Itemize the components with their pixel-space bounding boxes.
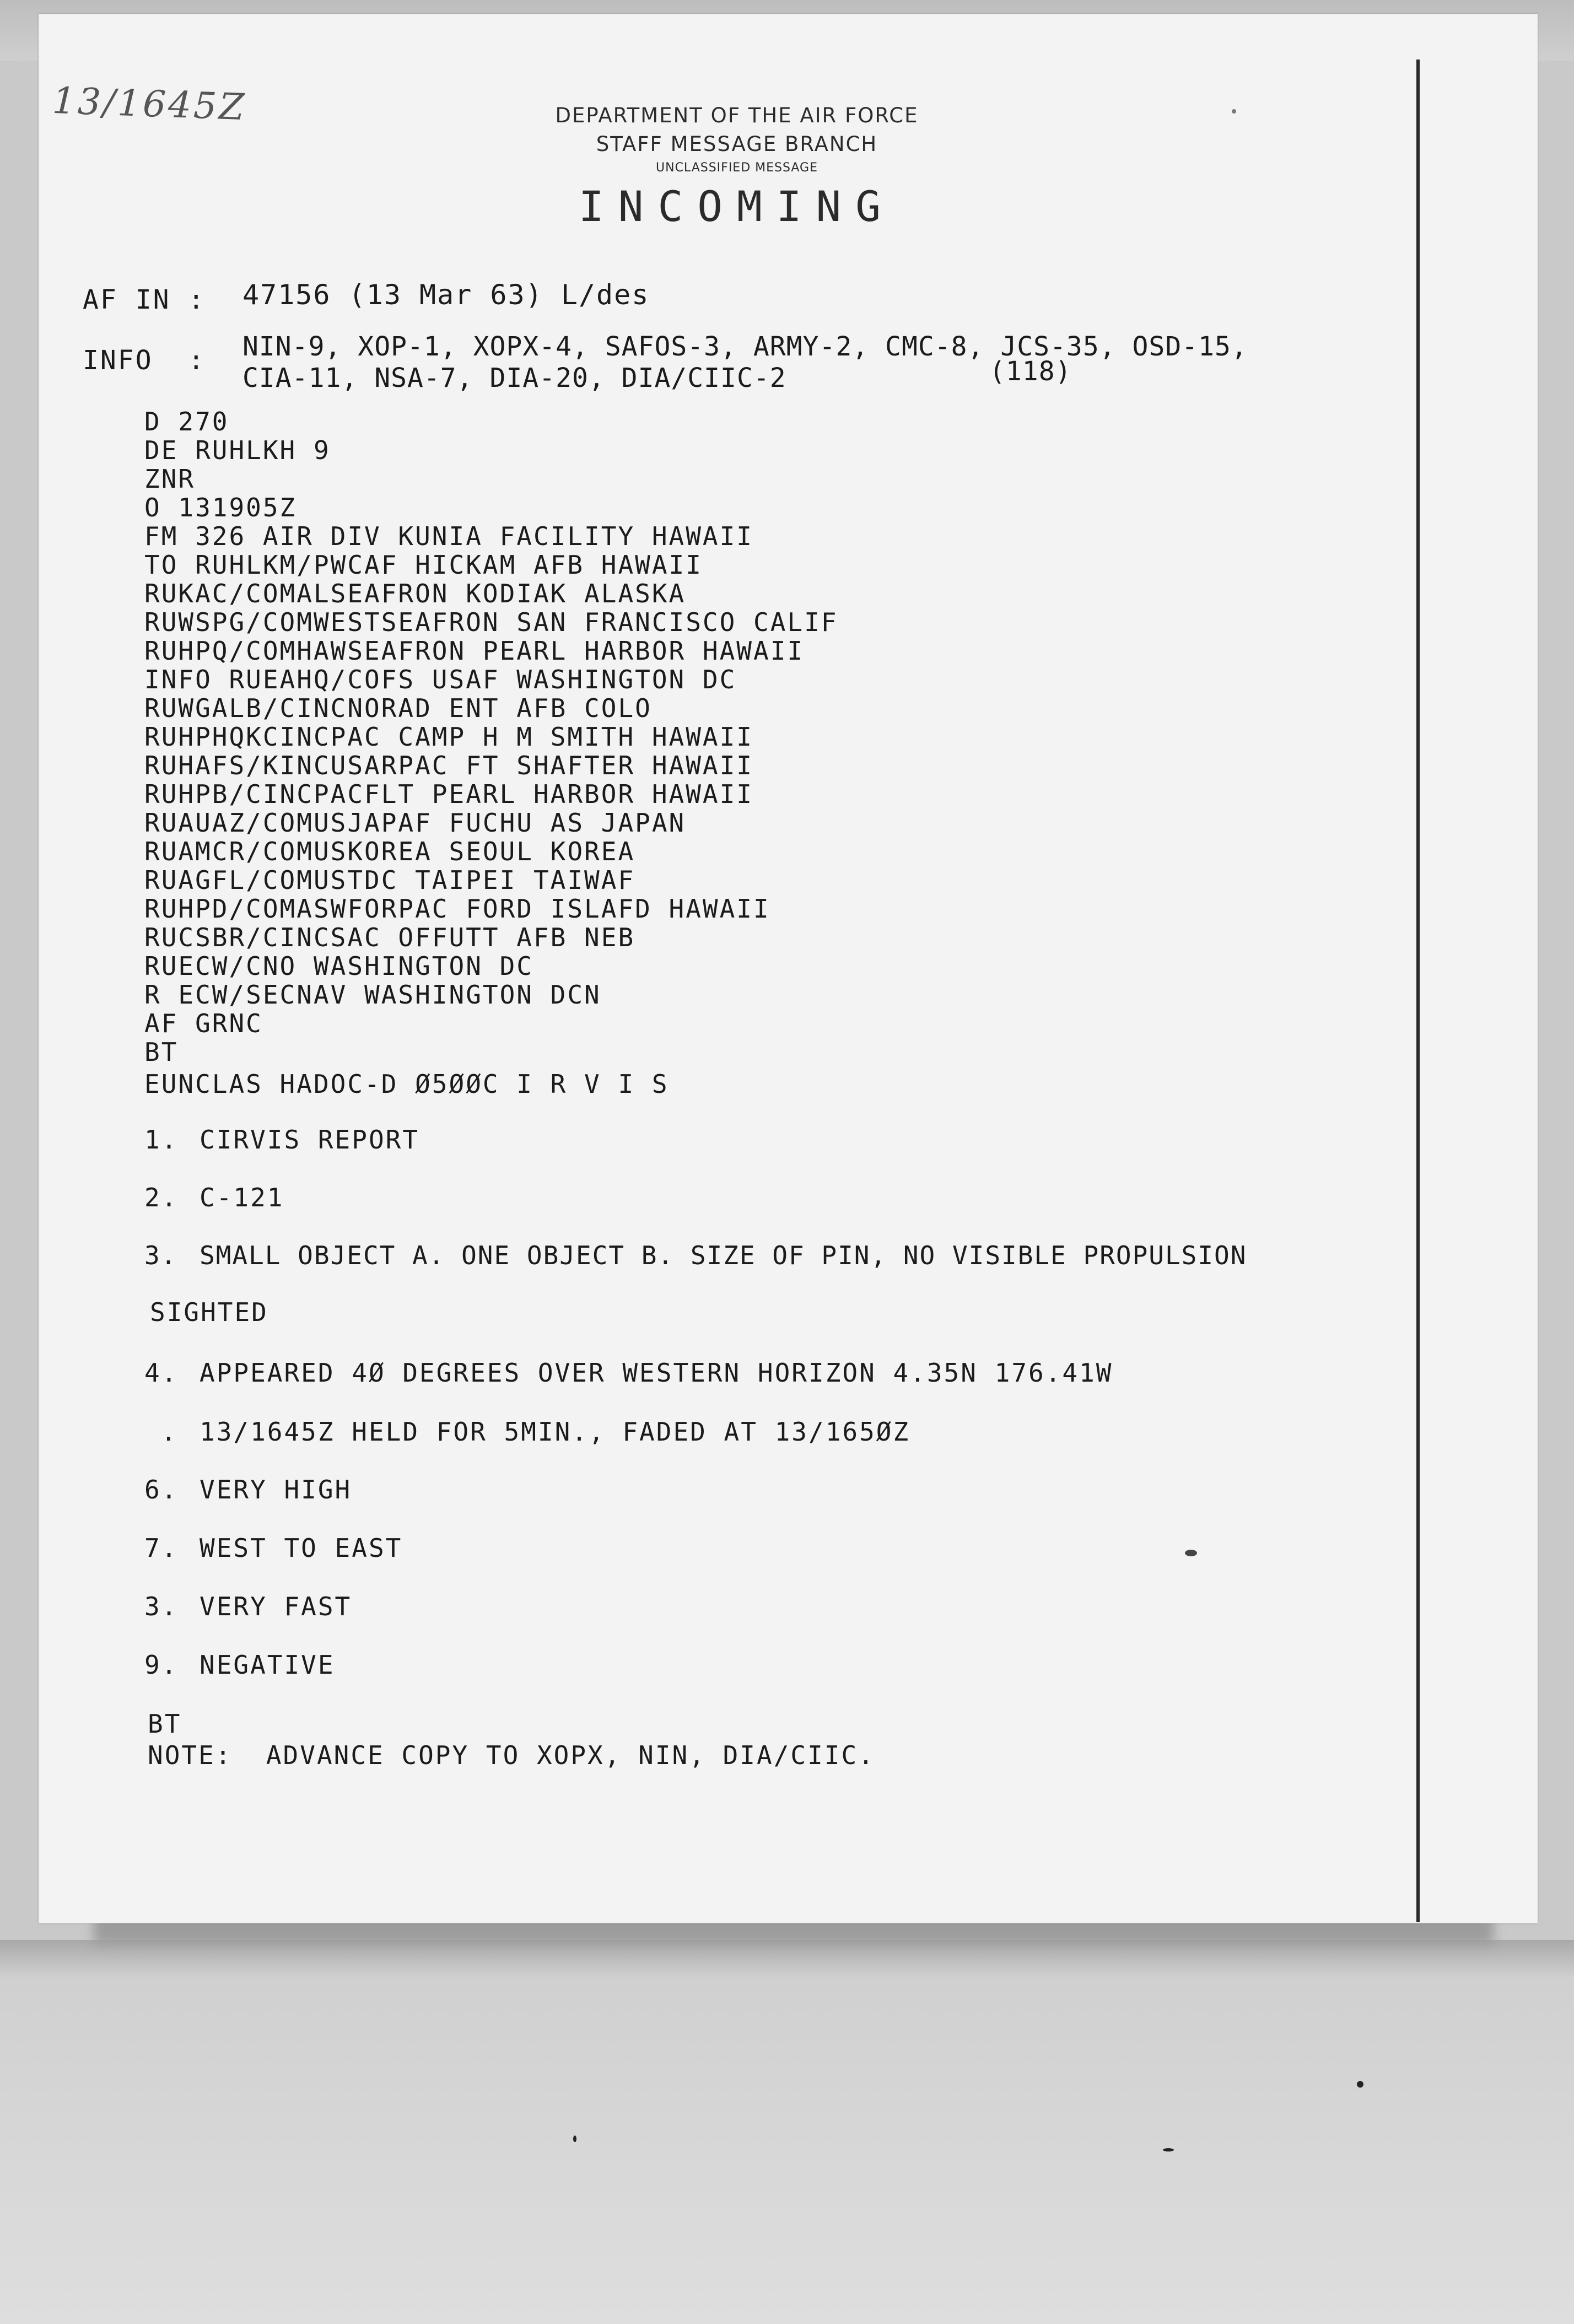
message-title: INCOMING [578,182,896,231]
report-item [144,1475,352,1505]
routing-line: RUHPB/CINCPACFLT PEARL HARBOR HAWAII [144,779,753,809]
routing-line: RUKAC/COMALSEAFRON KODIAK ALASKA [144,579,686,608]
scan-speck [1163,2148,1174,2152]
routing-line: RUAUAZ/COMUSJAPAF FUCHU AS JAPAN [144,808,686,838]
routing-line: D 270 [144,407,229,436]
report-item [144,1594,352,1619]
routing-line: FM 326 AIR DIV KUNIA FACILITY HAWAII [144,521,753,551]
item-number: 3. [144,1592,179,1621]
item-text: VERY FAST [200,1592,352,1621]
scan-speck [1357,2081,1363,2088]
department-header: DEPARTMENT OF THE AIR FORCE [555,104,919,127]
closing-bt: BT [148,1709,182,1739]
scan-backdrop-bottom [0,1940,1574,2324]
routing-line: RUWGALB/CINCNORAD ENT AFB COLO [144,693,652,723]
item-number: 7. [144,1533,179,1563]
routing-line: DE RUHLKH 9 [144,435,331,465]
routing-line: TO RUHLKM/PWCAF HICKAM AFB HAWAII [144,550,703,580]
info-distribution-line-2: CIA-11, NSA-7, DIA-20, DIA/CIIC-2 [242,363,786,393]
item-text: SMALL OBJECT A. ONE OBJECT B. SIZE OF PIN, NO VISIBLE PROPULSION [200,1241,1247,1270]
report-item [144,1243,1247,1268]
item-text: APPEARED 4Ø DEGREES OVER WESTERN HORIZON 4.35N 176.41W [200,1358,1113,1388]
report-item-continuation [150,1297,268,1327]
routing-line: O 131905Z [144,493,297,522]
item-number: 9. [144,1650,179,1680]
item-text: C-121 [200,1183,284,1212]
routing-line: RUAMCR/COMUSKOREA SEOUL KOREA [144,837,635,866]
routing-line: EUNCLAS HADOC-D Ø5ØØC I R V I S [144,1069,669,1099]
routing-line: AF GRNC [144,1009,263,1038]
item-number: . [161,1417,178,1447]
routing-line: RUWSPG/COMWESTSEAFRON SAN FRANCISCO CALIF [144,607,838,637]
scan-speck [1232,109,1236,114]
routing-line: ZNR [144,464,196,494]
item-number: 6. [144,1475,179,1505]
info-label: INFO : [83,345,206,376]
classification-label: UNCLASSIFIED MESSAGE [656,161,818,175]
report-item [144,1535,402,1561]
scan-speck [573,2136,576,2142]
item-number: 2. [144,1183,179,1212]
report-item [144,1125,420,1155]
item-text: WEST TO EAST [200,1533,403,1563]
report-item [144,1185,284,1210]
info-distribution-line-1: NIN-9, XOP-1, XOPX-4, SAFOS-3, ARMY-2, CMC-8, JCS-35, OSD-15, [242,331,1248,362]
report-item [161,1417,910,1447]
routing-line: RUHAFS/KINCUSARPAC FT SHAFTER HAWAII [144,751,753,780]
routing-line: RUCSBR/CINCSAC OFFUTT AFB NEB [144,923,635,952]
af-in-label: AF IN : [83,284,206,315]
item-text: VERY HIGH [200,1475,352,1505]
routing-line: RUAGFL/COMUSTDC TAIPEI TAIWAF [144,865,635,895]
routing-line: RUHPQ/COMHAWSEAFRON PEARL HARBOR HAWAII [144,636,805,666]
item-text: 13/1645Z HELD FOR 5MIN., FADED AT 13/165ØZ [200,1417,910,1447]
item-number: 4. [144,1358,179,1388]
scan-speck [1185,1550,1197,1556]
report-item [144,1652,335,1678]
af-in-value: 47156 (13 Mar 63) L/des [242,279,650,311]
item-number: 3. [144,1241,177,1270]
handwritten-stamp: 13/1645Z [51,79,247,129]
branch-header: STAFF MESSAGE BRANCH [596,132,878,156]
routing-line: RUHPD/COMASWFORPAC FORD ISLAFD HAWAII [144,894,770,924]
routing-line: R ECW/SECNAV WASHINGTON DCN [144,980,601,1010]
closing-note: NOTE: ADVANCE COPY TO XOPX, NIN, DIA/CIIC. [148,1740,875,1770]
routing-line: RUHPHQKCINCPAC CAMP H M SMITH HAWAII [144,722,753,752]
item-text: CIRVIS REPORT [200,1125,420,1155]
item-text: SIGHTED [150,1297,268,1327]
item-number: 1. [144,1125,179,1155]
routing-line: INFO RUEAHQ/COFS USAF WASHINGTON DC [144,665,737,694]
info-total-count: (118) [989,356,1072,387]
routing-line: BT [144,1037,179,1067]
right-margin-rule [1416,60,1420,1922]
routing-line: RUECW/CNO WASHINGTON DC [144,951,533,981]
item-text: NEGATIVE [200,1650,335,1680]
report-item [144,1358,1113,1388]
